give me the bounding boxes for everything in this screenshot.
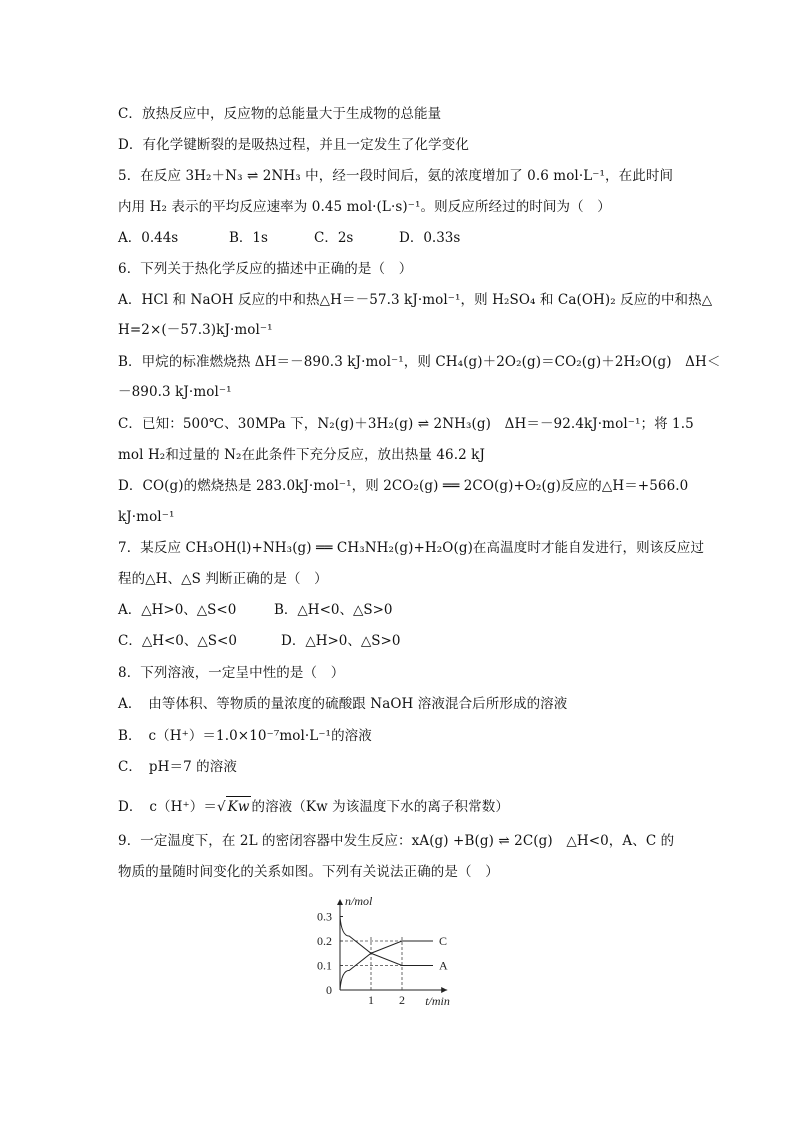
x-axis-label: t/min	[425, 994, 450, 1008]
q6-option-c-1: C．已知：500℃、30MPa 下，N₂(g)＋3H₂(g) ⇌ 2NH₃(g) ΔH＝－92.4kJ·mol⁻¹；将 1.5	[118, 416, 694, 432]
q6-option-d-2: kJ·mol⁻¹	[118, 509, 175, 525]
origin-label: 0	[326, 983, 332, 997]
q7-stem-1: 7．某反应 CH₃OH(l)+NH₃(g) ══ CH₃NH₂(g)+H₂O(g)在高温度时才能自发进行，则该反应过	[118, 540, 705, 556]
x-tick-label: 1	[368, 993, 374, 1007]
q8-option-c: C． pH＝7 的溶液	[118, 759, 237, 775]
q4-option-c: C．放热反应中，反应物的总能量大于生成物的总能量	[118, 106, 442, 122]
q9-graph	[300, 893, 472, 1008]
q5-option-d: D．0.33s	[399, 230, 461, 246]
q8-option-a: A． 由等体积、等物质的量浓度的硫酸跟 NaOH 溶液混合后所形成的溶液	[118, 696, 568, 712]
y-tick-label: 0.3	[317, 909, 332, 924]
q8-stem: 8．下列溶液，一定呈中性的是（ ）	[118, 665, 345, 681]
q6-option-b-2: －890.3 kJ·mol⁻¹	[118, 384, 232, 400]
y-tick-label: 0.1	[317, 958, 332, 973]
series-label-a: A	[439, 958, 448, 973]
series-label-c: C	[439, 934, 448, 948]
x-tick-label: 2	[399, 993, 405, 1007]
q5-stem-1: 5．在反应 3H₂＋N₃ ⇌ 2NH₃ 中，经一段时间后，氨的浓度增加了 0.6 mol·L⁻¹，在此时间	[118, 168, 674, 184]
q7-option-a: A．△H>0、△S<0	[118, 602, 237, 618]
q6-option-a-1: A．HCl 和 NaOH 反应的中和热△H＝－57.3 kJ·mol⁻¹，则 H₂SO₄ 和 Ca(OH)₂ 反应的中和热△	[118, 292, 713, 308]
q9-stem-1: 9．一定温度下，在 2L 的密闭容器中发生反应：xA(g) +B(g) ⇌ 2C(g) △H<0，A、C 的	[118, 833, 675, 849]
q6-option-a-2: H=2×(－57.3)kJ·mol⁻¹	[118, 322, 273, 338]
q7-option-c: C．△H<0、△S<0	[118, 633, 237, 649]
sqrt-kw-radicand: Kw	[226, 796, 252, 817]
x-axis-arrow	[441, 987, 447, 993]
q9-stem-2: 物质的量随时间变化的关系如图。下列有关说法正确的是（ ）	[118, 864, 499, 880]
q6-option-b-1: B．甲烷的标准燃烧热 ΔH＝－890.3 kJ·mol⁻¹，则 CH₄(g)＋2O₂(g)＝CO₂(g)＋2H₂O(g) ΔH＜	[118, 354, 721, 370]
q8-option-d-prefix: D． c（H⁺）＝	[118, 799, 217, 815]
q8-option-d-suffix: 的溶液（Kw 为该温度下水的离子积常数）	[251, 799, 509, 815]
q7-option-b: B．△H<0、△S>0	[274, 602, 393, 618]
q5-option-a: A．0.44s	[118, 230, 179, 246]
q5-option-b: B．1s	[229, 230, 268, 246]
q4-option-d: D．有化学键断裂的是吸热过程，并且一定发生了化学变化	[118, 137, 469, 153]
q6-stem: 6．下列关于热化学反应的描述中正确的是（ ）	[118, 261, 413, 277]
q7-stem-2: 程的△H、△S 判断正确的是（ ）	[118, 571, 328, 587]
q5-stem-2: 内用 H₂ 表示的平均反应速率为 0.45 mol·(L·s)⁻¹。则反应所经过的时间为（ ）	[118, 199, 611, 215]
sqrt-kw: √ Kw	[217, 796, 252, 817]
q5-option-c: C．2s	[314, 230, 354, 246]
q6-option-c-2: mol H₂和过量的 N₂在此条件下充分反应，放出热量 46.2 kJ	[118, 447, 485, 463]
y-tick-label: 0.2	[317, 934, 332, 948]
y-axis-label: n/mol	[345, 894, 373, 908]
y-axis-arrow	[337, 899, 343, 905]
q7-option-d: D．△H>0、△S>0	[281, 633, 401, 649]
q8-option-b: B． c（H⁺）＝1.0×10⁻⁷mol·L⁻¹的溶液	[118, 728, 372, 744]
q6-option-d-1: D．CO(g)的燃烧热是 283.0kJ·mol⁻¹，则 2CO₂(g) ══ 2CO(g)+O₂(g)反应的△H＝+566.0	[118, 478, 689, 494]
q8-option-d	[118, 796, 678, 817]
